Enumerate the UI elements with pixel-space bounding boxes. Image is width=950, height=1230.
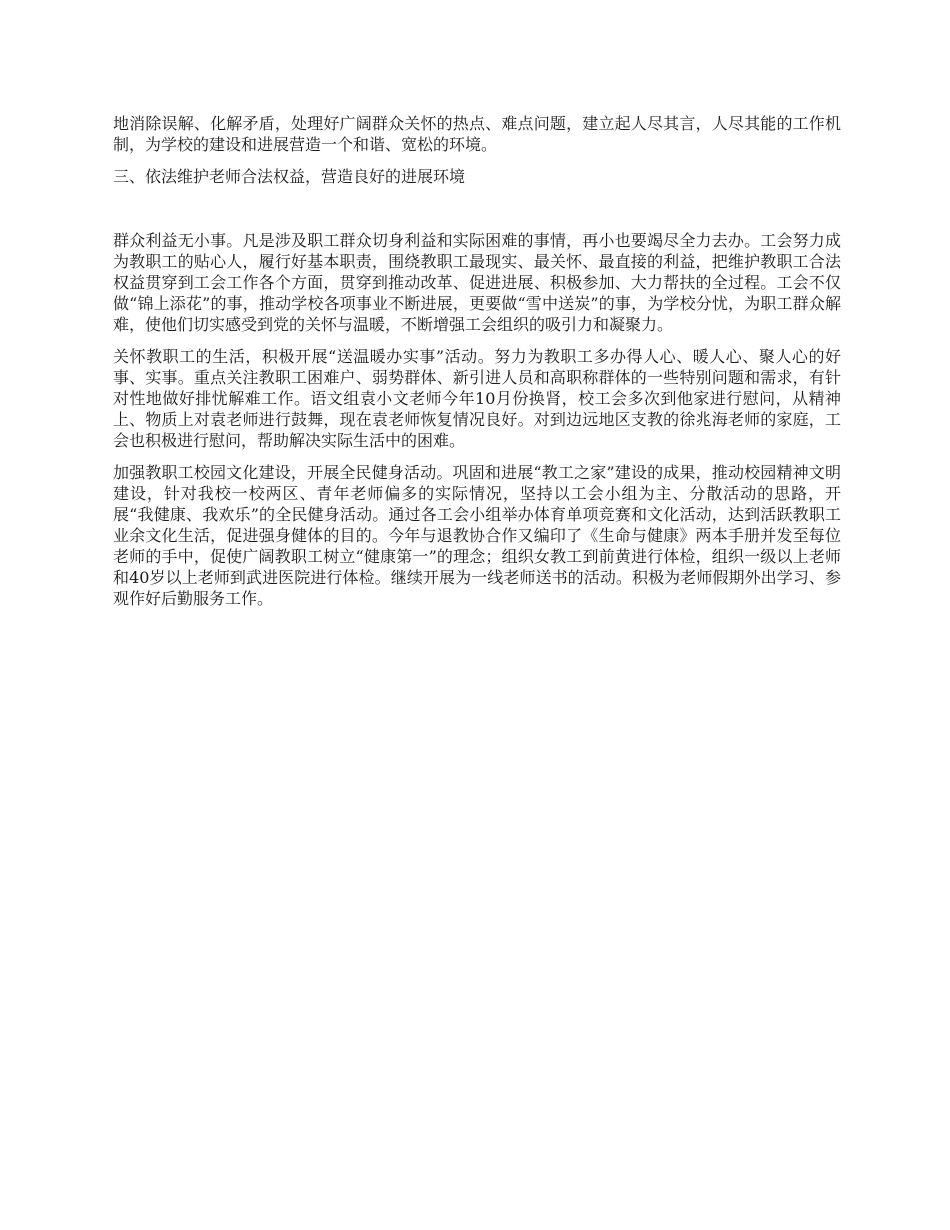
section-heading: 三、依法维护老师合法权益，营造良好的进展环境 [113, 167, 466, 186]
document-body [113, 113, 841, 620]
section-spacer [113, 187, 841, 230]
paragraph-continuation: 地消除误解、化解矛盾，处理好广阔群众关怀的热点、难点问题，建立起人尽其言，人尽其能的工作机制，为学校的建设和进展营造一个和谐、宽松的环境。 [113, 114, 841, 154]
paragraph-care: 关怀教职工的生活，积极开展“送温暖办实事”活动。努力为教职工多办得人心、暖人心、聚人心的好事、实事。重点关注教职工困难户、弱势群体、新引进人员和高职称群体的一些特别问题和需求，有针对性地做好排忧解难工作。语文组袁小文老师今年10月份换肾，校工会多次到他家进行慰问，从精神上、物质上对袁老师进行鼓舞，现在袁老师恢复情况良好。对到边远地区支教的徐兆海老师的家庭，工会也积极进行慰问，帮助解决实际生活中的困难。 [113, 347, 841, 450]
paragraph-interests: 群众利益无小事。凡是涉及职工群众切身利益和实际困难的事情，再小也要竭尽全力去办。工会努力成为教职工的贴心人，履行好基本职责，围绕教职工最现实、最关怀、最直接的利益，把维护教职工合法权益贯穿到工会工作各个方面，贯穿到推动改革、促进进展、积极参加、大力帮扶的全过程。工会不仅做“锦上添花”的事，推动学校各项事业不断进展，更要做“雪中送炭”的事，为学校分忧，为职工群众解难，使他们切实感受到党的关怀与温暖，不断增强工会组织的吸引力和凝聚力。 [113, 231, 841, 334]
paragraph-culture: 加强教职工校园文化建设，开展全民健身活动。巩固和进展“教工之家”建设的成果，推动校园精神文明建设，针对我校一校两区、青年老师偏多的实际情况，坚持以工会小组为主、分散活动的思路，开展“我健康、我欢乐”的全民健身活动。通过各工会小组举办体育单项竞赛和文化活动，达到活跃教职工业余文化生活，促进强身健体的目的。今年与退教协合作又编印了《生命与健康》两本手册并发至每位老师的手中，促使广阔教职工树立“健康第一”的理念；组织女教工到前黄进行体检，组织一级以上老师和40岁以上老师到武进医院进行体检。继续开展为一线老师送书的活动。积极为老师假期外出学习、参观作好后勤服务工作。 [113, 463, 841, 608]
